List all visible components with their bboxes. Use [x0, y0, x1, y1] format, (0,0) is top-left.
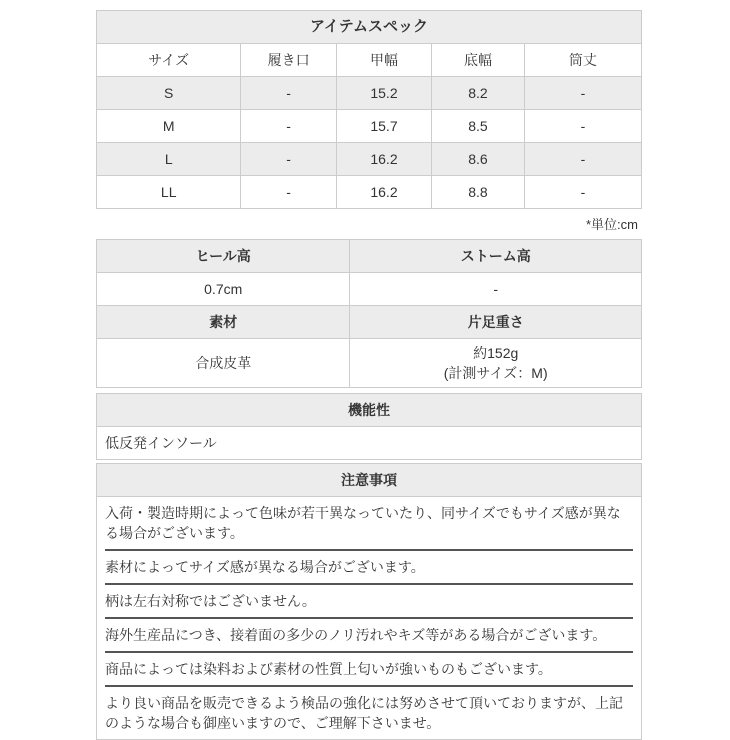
spec-cell: -	[524, 176, 641, 209]
spec-cell: LL	[97, 176, 241, 209]
spec-cell: L	[97, 143, 241, 176]
weight-value-line2: (計測サイズ：M)	[443, 365, 548, 381]
spec-cell: -	[241, 176, 336, 209]
spec-cell: 16.2	[336, 143, 431, 176]
spec-cell: 15.2	[336, 77, 431, 110]
spec-col-header-sole-width: 底幅	[432, 44, 525, 77]
spec-cell: -	[241, 143, 336, 176]
spec-title-row	[97, 11, 642, 44]
detail-value-row-2	[97, 339, 642, 388]
spec-table-title: アイテムスペック	[97, 11, 642, 44]
spec-cell: -	[241, 110, 336, 143]
spec-cell: -	[524, 143, 641, 176]
item-spec-table	[96, 10, 642, 209]
detail-header-row-2	[97, 306, 642, 339]
spec-cell: 15.7	[336, 110, 431, 143]
spec-col-header-opening: 履き口	[241, 44, 336, 77]
notes-section	[96, 463, 642, 740]
note-item: 柄は左右対称ではございません。	[105, 593, 316, 609]
spec-section	[96, 10, 642, 740]
material-value: 合成皮革	[97, 339, 350, 388]
note-item: 素材によってサイズ感が異なる場合がございます。	[105, 559, 425, 575]
functionality-header-row	[97, 394, 642, 427]
functionality-header: 機能性	[97, 394, 642, 427]
detail-header-row-1	[97, 240, 642, 273]
spec-col-header-instep-width: 甲幅	[336, 44, 431, 77]
weight-header: 片足重さ	[350, 306, 642, 339]
functionality-value: 低反発インソール	[97, 427, 642, 460]
spec-column-header-row	[97, 44, 642, 77]
spec-cell: 8.2	[432, 77, 525, 110]
spec-row-s	[97, 77, 642, 110]
spec-cell: 16.2	[336, 176, 431, 209]
spec-cell: S	[97, 77, 241, 110]
material-header: 素材	[97, 306, 350, 339]
spec-cell: -	[524, 77, 641, 110]
weight-value	[350, 339, 642, 388]
spec-row-ll	[97, 176, 642, 209]
spec-cell: 8.5	[432, 110, 525, 143]
note-item: 海外生産品につき、接着面の多少のノリ汚れやキズ等がある場合がございます。	[105, 627, 607, 643]
note-item: 入荷・製造時期によって色味が若干異なっていたり、同サイズでもサイズ感が異なる場合がございます。	[105, 505, 621, 541]
storm-height-value: -	[350, 273, 642, 306]
functionality-value-row	[97, 427, 642, 460]
note-item: 商品によっては染料および素材の性質上匂いが強いものもございます。	[105, 661, 552, 677]
spec-cell: M	[97, 110, 241, 143]
spec-row-m	[97, 110, 642, 143]
spec-col-header-shaft-height: 筒丈	[524, 44, 641, 77]
weight-value-line1: 約152g	[473, 345, 519, 361]
functionality-table	[96, 393, 642, 460]
notes-header: 注意事項	[97, 464, 641, 497]
note-item: より良い商品を販売できるよう検品の強化には努めさせて頂いておりますが、上記のような場合も御座いますので、ご理解下さいませ。	[105, 695, 623, 731]
spec-col-header-size: サイズ	[97, 44, 241, 77]
heel-height-header: ヒール高	[97, 240, 350, 273]
heel-height-value: 0.7cm	[97, 273, 350, 306]
spec-cell: 8.8	[432, 176, 525, 209]
detail-table	[96, 239, 642, 388]
spec-cell: -	[524, 110, 641, 143]
storm-height-header: ストーム高	[350, 240, 642, 273]
spec-row-l	[97, 143, 642, 176]
spec-cell: -	[241, 77, 336, 110]
detail-value-row-1	[97, 273, 642, 306]
unit-note: *単位:cm	[585, 217, 638, 232]
spec-cell: 8.6	[432, 143, 525, 176]
